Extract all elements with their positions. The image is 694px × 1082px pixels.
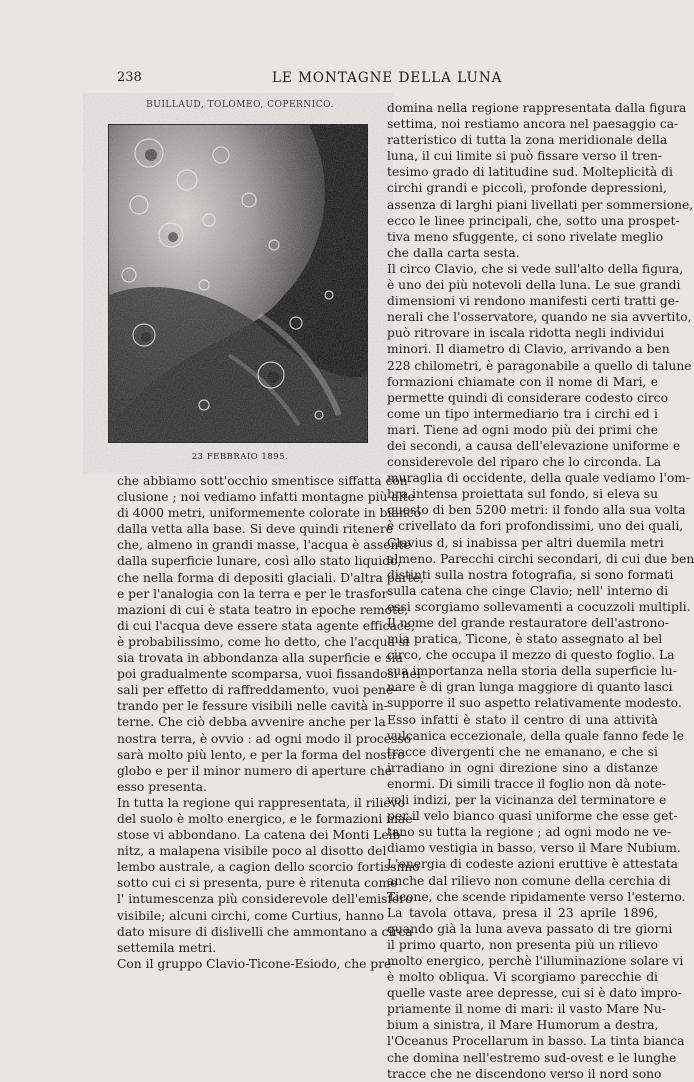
text-line: poi gradualmente scomparsa, vuoi fissandosi nei — [117, 667, 421, 682]
text-line: che abbiamo sott'occhio smentisce siffatta con- — [117, 474, 412, 488]
text-line: mari. Tiene ad ogni modo più dei primi che — [387, 422, 658, 437]
running-head — [117, 70, 657, 90]
text-line: del suolo è molto energico, e le formazioni mae- — [117, 811, 417, 826]
text-line: globo e per il minor numero di aperture che — [117, 763, 393, 778]
text-line: bium a sinistra, il Mare Humorum a destra, — [387, 1018, 659, 1033]
text-line: che nella forma di depositi glaciali. D'altra parte, — [117, 570, 424, 585]
text-line: In tutta la regione qui rappresentata, il rilievo — [117, 795, 406, 810]
text-line: nitz, a malapena visibile poco al disotto del — [117, 844, 387, 859]
text-line: stose vi abbondano. La catena dei Monti Leib- — [117, 828, 405, 843]
text-line: visibile; alcuni circhi, come Curtius, hanno — [117, 908, 385, 923]
text-line: formazioni chiamate con il nome di Mari, e — [387, 374, 658, 389]
text-line: supporre il suo aspetto relativamente modesto. — [387, 696, 682, 711]
text-line: muraglia di occidente, della quale vediamo l'om- — [387, 471, 691, 486]
text-line: tiva meno sfuggente, ci sono rivelate meglio — [387, 229, 664, 244]
text-line: per il velo bianco quasi uniforme che esse get- — [387, 809, 678, 824]
text-line: Il nome del grande restauratore dell'astrono- — [387, 616, 669, 630]
text-line: bra intensa proiettata sul fondo, si eleva su — [387, 487, 658, 502]
text-line: voli indizi, per la vicinanza del terminatore e — [387, 793, 667, 808]
text-line: quando già la luna aveva passato di tre giorni — [387, 921, 673, 936]
text-line: 228 chilometri, è paragonabile a quello di talune — [387, 358, 692, 373]
text-line: essi scorgiamo sollevamenti a cocuzzoli multipli. — [387, 599, 691, 614]
text-line: mazioni di cui è stata teatro in epoche remote, — [117, 602, 409, 617]
text-line: è molto obliqua. Vi scorgiamo parecchie di — [387, 970, 658, 985]
text-line: Il circo Clavio, che si vede sull'alto della figura, — [387, 261, 684, 276]
text-line: L'energia di codeste azioni eruttive è attestata — [387, 857, 679, 872]
text-line: tano su tutta la regione ; ad ogni modo ne ve- — [387, 825, 672, 840]
text-line: Con il gruppo Clavio-Ticone-Esiodo, che pre- — [117, 956, 396, 971]
text-line: il primo quarto, non presenta più un rilievo — [387, 937, 658, 952]
text-line: circhi grandi e piccoli, profonde depressioni, — [387, 181, 667, 196]
text-line: sali per effetto di raffreddamento, vuoi pene- — [117, 683, 398, 698]
text-line: ecco le linee principali, che, sotto una prospet- — [387, 213, 680, 228]
figure-caption-bottom: 23 FEBBRAIO 1895. — [191, 452, 289, 462]
text-line: è uno dei più notevoli della luna. Le sue grandi — [387, 278, 681, 293]
text-line: mia pratica, Ticone, è stato assegnato al bel — [387, 632, 663, 647]
right-column-text — [387, 100, 694, 1082]
text-line: anche dal rilievo non comune della cerchia di — [387, 873, 671, 888]
text-line: è probabilissimo, come ho detto, che l'acqua si — [117, 634, 410, 649]
text-line: lembo australe, a cagion dello scorcio fortissimo — [117, 860, 420, 875]
text-line: dato misure di dislivelli che ammontano a circa — [117, 924, 413, 939]
text-line: che dalla carta sesta. — [387, 245, 520, 260]
text-line: molto energico, perchè l'illuminazione solare vi — [387, 953, 684, 968]
text-line: clusione ; noi vediamo infatti montagne più alte — [117, 490, 415, 505]
text-line: e per l'analogia con la terra e per le trasfor- — [117, 586, 392, 601]
text-line: settemila metri. — [117, 940, 217, 955]
text-line: nare è di gran lunga maggiore di quanto lasci — [387, 680, 673, 695]
text-line: sotto cui ci si presenta, pure è ritenuta come — [117, 876, 398, 891]
text-line: quelle vaste aree depresse, cui si è dato impro- — [387, 986, 682, 1001]
text-line: La tavola ottava, presa il 23 aprile 1896, — [387, 905, 658, 920]
running-title: LE MONTAGNE DELLA LUNA — [272, 70, 503, 86]
text-line: dimensioni vi rendono manifesti certi tratti ge- — [387, 294, 680, 309]
text-line: luna, il cui limite si può fissare verso il tren- — [387, 149, 663, 164]
text-line: considerevole del riparo che lo circonda. La — [387, 455, 662, 470]
text-line: l' intumescenza più considerevole dell'emisfero — [117, 892, 413, 907]
text-line: nerali che l'osservatore, quando ne sia avvertito, — [387, 310, 692, 325]
text-line: di cui l'acqua deve essere stata agente efficace, — [117, 618, 415, 633]
text-line: tracce che ne discendono verso il nord sono — [387, 1066, 662, 1081]
text-line: domina nella regione rappresentata dalla figura — [387, 101, 687, 115]
text-line: nostra terra, è ovvio : ad ogni modo il processo — [117, 731, 412, 746]
text-line: enormi. Di simili tracce il foglio non dà note- — [387, 776, 667, 791]
text-line: dalla superficie lunare, così allo stato liquido, — [117, 554, 402, 569]
text-line: dei secondi, a causa dell'elevazione uniforme e — [387, 438, 681, 453]
text-line: tracce divergenti che ne emanano, e che si — [387, 744, 658, 759]
text-line: come un tipo intermediario tra i circhi ed i — [387, 406, 658, 421]
text-line: esso presenta. — [117, 779, 207, 794]
text-line: può ritrovare in iscala ridotta negli individui — [387, 326, 665, 341]
text-line: sia trovata in abbondanza alla superficie e sia — [117, 651, 403, 666]
text-line: tesimo grado di latitudine sud. Molteplicità di — [387, 165, 673, 180]
text-line: trando per le fessure visibili nelle cavità in- — [117, 699, 388, 714]
text-line: dalla vetta alla base. Si deve quindi ritenere — [117, 522, 393, 537]
text-line: l'Oceanus Procellarum in basso. La tinta bianca — [387, 1034, 685, 1049]
text-line: circo, che occupa il mezzo di questo foglio. La — [387, 648, 675, 663]
text-line: minori. Il diametro di Clavio, arrivando a ben — [387, 342, 670, 357]
page-number: 238 — [117, 70, 142, 85]
text-line: che, almeno in grandi masse, l'acqua è assente — [117, 538, 411, 553]
text-line: terne. Che ciò debba avvenire anche per la — [117, 715, 386, 730]
text-line: Clavius d, si inabissa per altri duemila metri — [387, 535, 664, 550]
text-line: di 4000 metri, uniformemente colorate in bianco — [117, 506, 422, 521]
text-line: questo di ben 5200 metri: il fondo alla sua volta — [387, 503, 686, 518]
text-line: almeno. Parecchi circhi secondari, di cui due ben — [387, 551, 694, 566]
text-line: sulla catena che cinge Clavio; nell' interno di — [387, 583, 669, 598]
text-line: permette quindi di considerare codesto circo — [387, 390, 668, 405]
moon-photograph — [108, 124, 368, 443]
text-line: che domina nell'estremo sud-ovest e le lunghe — [387, 1050, 677, 1065]
text-line: sarà molto più lento, e per la forma del nostro — [117, 747, 405, 762]
left-column-text — [117, 473, 424, 972]
text-line: settima, noi restiamo ancora nel paesaggio ca- — [387, 117, 679, 132]
text-line: assenza di larghi piani livellati per sommersione, — [387, 197, 694, 212]
text-line: ratteristico di tutta la zona meridionale della — [387, 133, 668, 148]
figure-caption-top: BUILLAUD, TOLOMEO, COPERNICO. — [146, 100, 334, 110]
text-line: Ticone, che scende ripidamente verso l'esterno. — [387, 889, 686, 904]
moon-photo-illustration — [109, 125, 367, 442]
text-line: distinti sulla nostra fotografia, si sono formati — [387, 567, 674, 582]
text-line: vulcanica eccezionale, della quale fanno fede le — [387, 728, 685, 743]
text-line: sua importanza nella storia della superficie lu- — [387, 664, 677, 679]
text-line: priamente il nome di mari: il vasto Mare Nu- — [387, 1002, 666, 1017]
text-line: Esso infatti è stato il centro di una attività — [387, 712, 658, 727]
text-line: diamo vestigia in basso, verso il Mare Nubium. — [387, 841, 681, 856]
text-line: irradiano in ogni direzione sino a distanze — [387, 760, 658, 775]
text-line: è crivellato da fori profondissimi, uno dei quali, — [387, 519, 684, 534]
